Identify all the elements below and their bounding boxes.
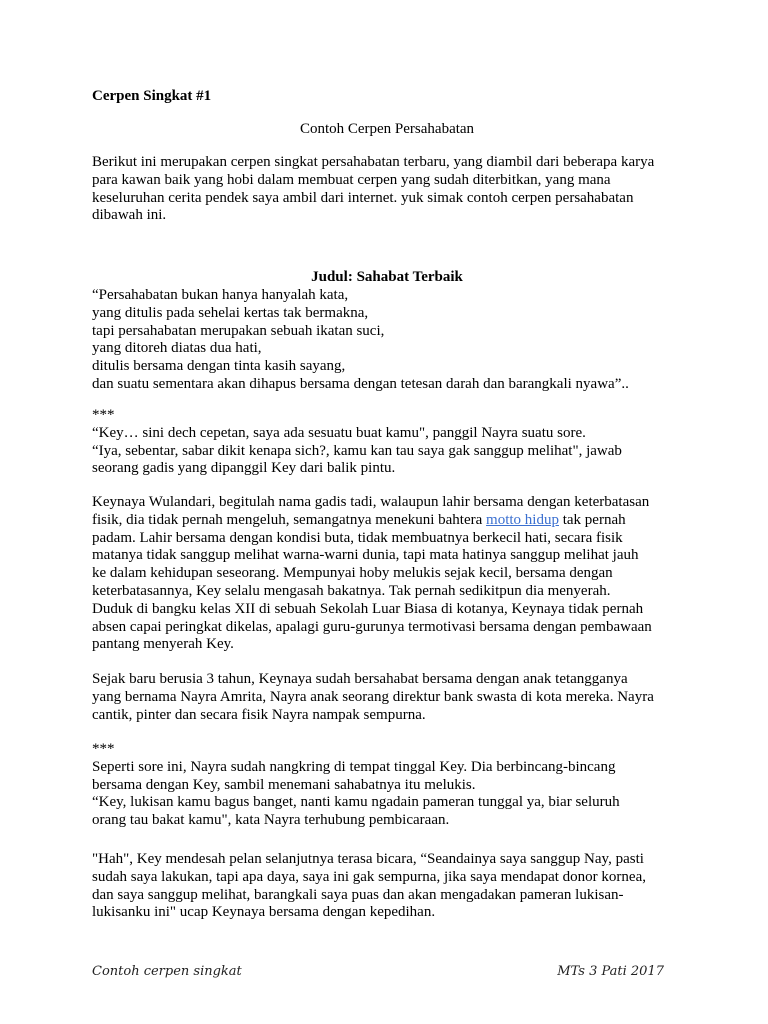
paragraph-line: padam. Lahir bersama dengan kondisi buta, tidak membuatnya berkecil hati, secara fisik (92, 529, 623, 546)
intro-paragraph (92, 154, 682, 225)
paragraph-friendship (92, 671, 682, 724)
intro-line: dibawah ini. (92, 207, 167, 224)
paragraph-line: "Hah", Key mendesah pelan selanjutnya terasa bicara, “Seandainya saya sanggup Nay, pasti (92, 851, 644, 867)
intro-line: para kawan baik yang hobi dalam membuat cerpen yang sudah diterbitkan, yang mana (92, 171, 611, 188)
paragraph-line: Keynaya Wulandari, begitulah nama gadis tadi, walaupun lahir bersama dengan keterbatasan (92, 494, 650, 510)
paragraph-keynaya (92, 494, 682, 654)
paragraph-line: matanya tidak sanggup melihat warna-warni dunia, tapi mata hatinya sanggup melihat jauh (92, 547, 639, 564)
motto-hidup-link[interactable]: motto hidup (486, 511, 559, 528)
document-subtitle: Contoh Cerpen Persahabatan (299, 121, 475, 137)
paragraph-line: ke dalam kehidupan seseorang. Mempunyai hoby melukis sejak kecil, bersama dengan (92, 565, 613, 582)
poem-block (92, 287, 682, 394)
paragraph-line: Duduk di bangku kelas XII di sebuah Sekolah Luar Biasa di kotanya, Keynaya tidak pernah (92, 600, 644, 617)
separator: *** (92, 407, 115, 423)
paragraph-line: Seperti sore ini, Nayra sudah nangkring di tempat tinggal Key. Dia berbincang-bincang (92, 758, 616, 775)
footer-left: Contoh cerpen singkat (92, 964, 242, 979)
paragraph-line (92, 512, 682, 530)
paragraph-line: yang bernama Nayra Amrita, Nayra anak seorang direktur bank swasta di kota mereka. Nayra (92, 688, 654, 705)
paragraph-line: lukisanku ini" ucap Keynaya bersama dengan kepedihan. (92, 904, 436, 921)
paragraph-afternoon (92, 741, 682, 830)
dialog-line: seorang gadis yang dipanggil Key dari balik pintu. (92, 460, 396, 477)
poem-line: yang ditulis pada sehelai kertas tak bermakna, (92, 304, 369, 321)
paragraph-line: keterbatasannya, Key selalu mengasah bakatnya. Tak pernah sedikitpun dia menyerah. (92, 582, 611, 599)
dialog-line: “Iya, sebentar, sabar dikit kenapa sich?, kamu kan tau saya gak sanggup melihat", jawab (92, 442, 622, 459)
story-title: Judul: Sahabat Terbaik (311, 269, 463, 285)
intro-line: Berikut ini merupakan cerpen singkat persahabatan terbaru, yang diambil dari beberapa karya (92, 154, 655, 170)
paragraph-line: “Key, lukisan kamu bagus banget, nanti kamu ngadain pameran tunggal ya, biar seluruh (92, 794, 620, 811)
dialog-block-1 (92, 407, 682, 478)
dialog-line: “Key… sini dech cepetan, saya ada sesuatu buat kamu", panggil Nayra suatu sore. (92, 424, 586, 441)
footer-right: MTs 3 Pati 2017 (557, 964, 664, 979)
separator: *** (92, 741, 115, 757)
paragraph-text: fisik, dia tidak pernah mengeluh, semangatnya menekuni bahtera (92, 511, 487, 528)
poem-line: tapi persahabatan merupakan sebuah ikatan suci, (92, 322, 385, 339)
paragraph-line: bersama dengan Key, sambil menemani sahabatnya itu melukis. (92, 776, 476, 793)
document-heading: Cerpen Singkat #1 (92, 88, 212, 104)
paragraph-hah (92, 851, 682, 922)
paragraph-line: dan saya sanggup melihat, barangkali saya puas dan akan mengadakan pameran lukisan- (92, 886, 624, 903)
paragraph-line: orang tau bakat kamu", kata Nayra terhubung pembicaraan. (92, 812, 450, 829)
intro-line: keseluruhan cerita pendek saya ambil dari internet. yuk simak contoh cerpen persahabatan (92, 189, 634, 206)
poem-line: yang ditoreh diatas dua hati, (92, 340, 262, 357)
poem-line: “Persahabatan bukan hanya hanyalah kata, (92, 287, 349, 303)
paragraph-text: tak pernah (558, 511, 626, 528)
paragraph-line: cantik, pinter dan secara fisik Nayra nampak sempurna. (92, 706, 426, 723)
poem-line: ditulis bersama dengan tinta kasih sayang, (92, 358, 346, 375)
paragraph-line: absen capai peringkat dikelas, apalagi guru-gurunya termotivasi bersama dengan pembawaan (92, 618, 652, 635)
poem-line: dan suatu sementara akan dihapus bersama dengan tetesan darah dan barangkali nyawa”.. (92, 375, 629, 392)
paragraph-line: pantang menyerah Key. (92, 636, 234, 653)
paragraph-line: sudah saya lakukan, tapi apa daya, saya ini gak sempurna, jika saya mendapat donor kornea, (92, 868, 646, 885)
paragraph-line: Sejak baru berusia 3 tahun, Keynaya sudah bersahabat bersama dengan anak tetangganya (92, 671, 628, 687)
